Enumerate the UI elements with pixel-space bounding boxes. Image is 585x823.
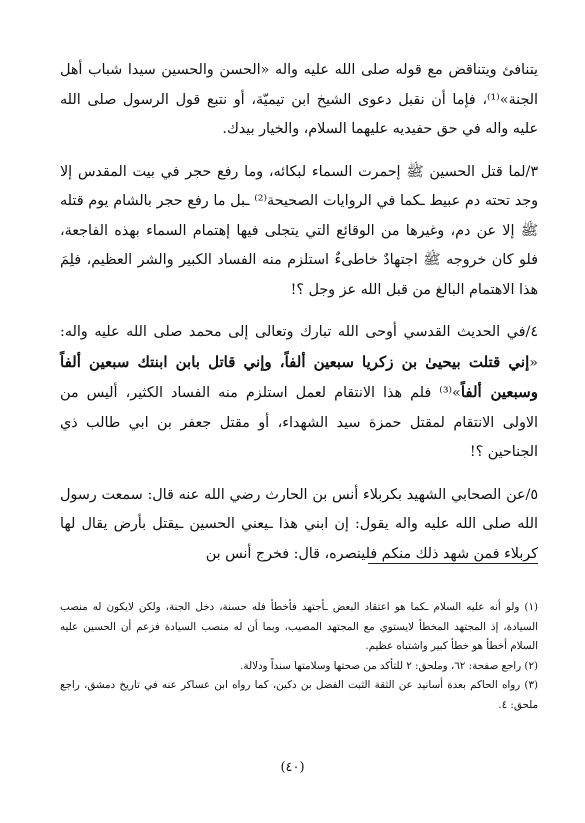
paragraph: يتنافئ ويتناقض مع قوله صلى الله عليه واله «الحسن والحسين سيدا شباب أهل الجنة»⁽¹⁾، فإما أن نقبل دعوى الشيخ ابن تيميّة، أو نتبع قول الرسول صلى الله عليه واله في حق حفيديه عليهما السلام، والخيار بيدك.: [60, 62, 538, 137]
page-number: (٤٠): [280, 760, 305, 775]
footnotes: [60, 598, 538, 715]
paragraph: [60, 318, 538, 468]
main-text: [60, 56, 538, 569]
paragraph: ٣/لما قتل الحسين ﷺ إحمرت السماء لبكائه، وما رفع حجر في بيت المقدس إلا وجد تحته دم عبيط ـكما في الروايات الصحيحة⁽²⁾ ـبل ما رفع حجر بالشام يوم قتله ﷺ إلا عن دم، وغيرها من الوقائع التي يتجلى فيها إهتمام السماء بهذه الفاجعة، فلو كان خروجه ﷺ اجتهادٌ خاطىءٌ استلزم منه الفساد الكبير والشر العظيم، فلِمَ هذا الاهتمام البالغ من قبل الله عز وجل ؟!: [60, 163, 538, 298]
paragraph-text: »⁽³⁾ فلم هذا الانتقام لعمل استلزم منه الفساد الكثير، أليس من الاولى الانتقام لمقتل حمزة سيد الشهداء، أو مقتل جعفر بن ابي طالب ذي الجناحين ؟!: [60, 385, 538, 460]
paragraph: ٥/عن الصحابي الشهيد بكربلاء أنس بن الحارث رضي الله عنه قال: سمعت رسول الله صلى الله عليه واله يقول: إن ابني هذا ـيعني الحسين ـيقتل بأرض يقال لها كربلاء فمن شهد ذلك منكم فلينصره، قال: فخرج أنس بن: [60, 486, 538, 562]
footnote-divider: [368, 563, 538, 564]
footnote: (٢) راجع صفحة: ٦٢، وملحق: ٢ للتأكد من صحتها وسلامتها سنداً ودلالة.: [240, 659, 538, 672]
footnote: (١) ولو أنه عليه السلام ـكما هو اعتقاد البعض ـأجتهد فأخطأ فله حسنة، دخل الجنة، ولكن لايكون له منصب السيادة، إذ المجتهد المخطأ لايستوي مع المجتهد المصيب، وبما أن له منصب السيادة فزعم أن الحسين عليه السلام أخطأ هو خطأ كبير واشتباه عظيم.: [60, 601, 538, 652]
footnote: (٣) رواه الحاكم بعدة أسانيد عن الثقة الثبت الفضل بن دكين، كما رواه ابن عساكر عنه في تاريخ دمشق، راجع ملحق: ٤.: [60, 679, 538, 711]
paragraph-text: ٤/في الحديث القدسي أوحى الله تبارك وتعالى إلى محمد صلى الله عليه واله: «: [60, 324, 538, 371]
hadith-quote: إني قتلت بيحيىٰ بن زكريا سبعين ألفاً، وإني قاتل بابن ابنتك سبعين ألفاً وسبعين ألفاً: [60, 352, 538, 401]
